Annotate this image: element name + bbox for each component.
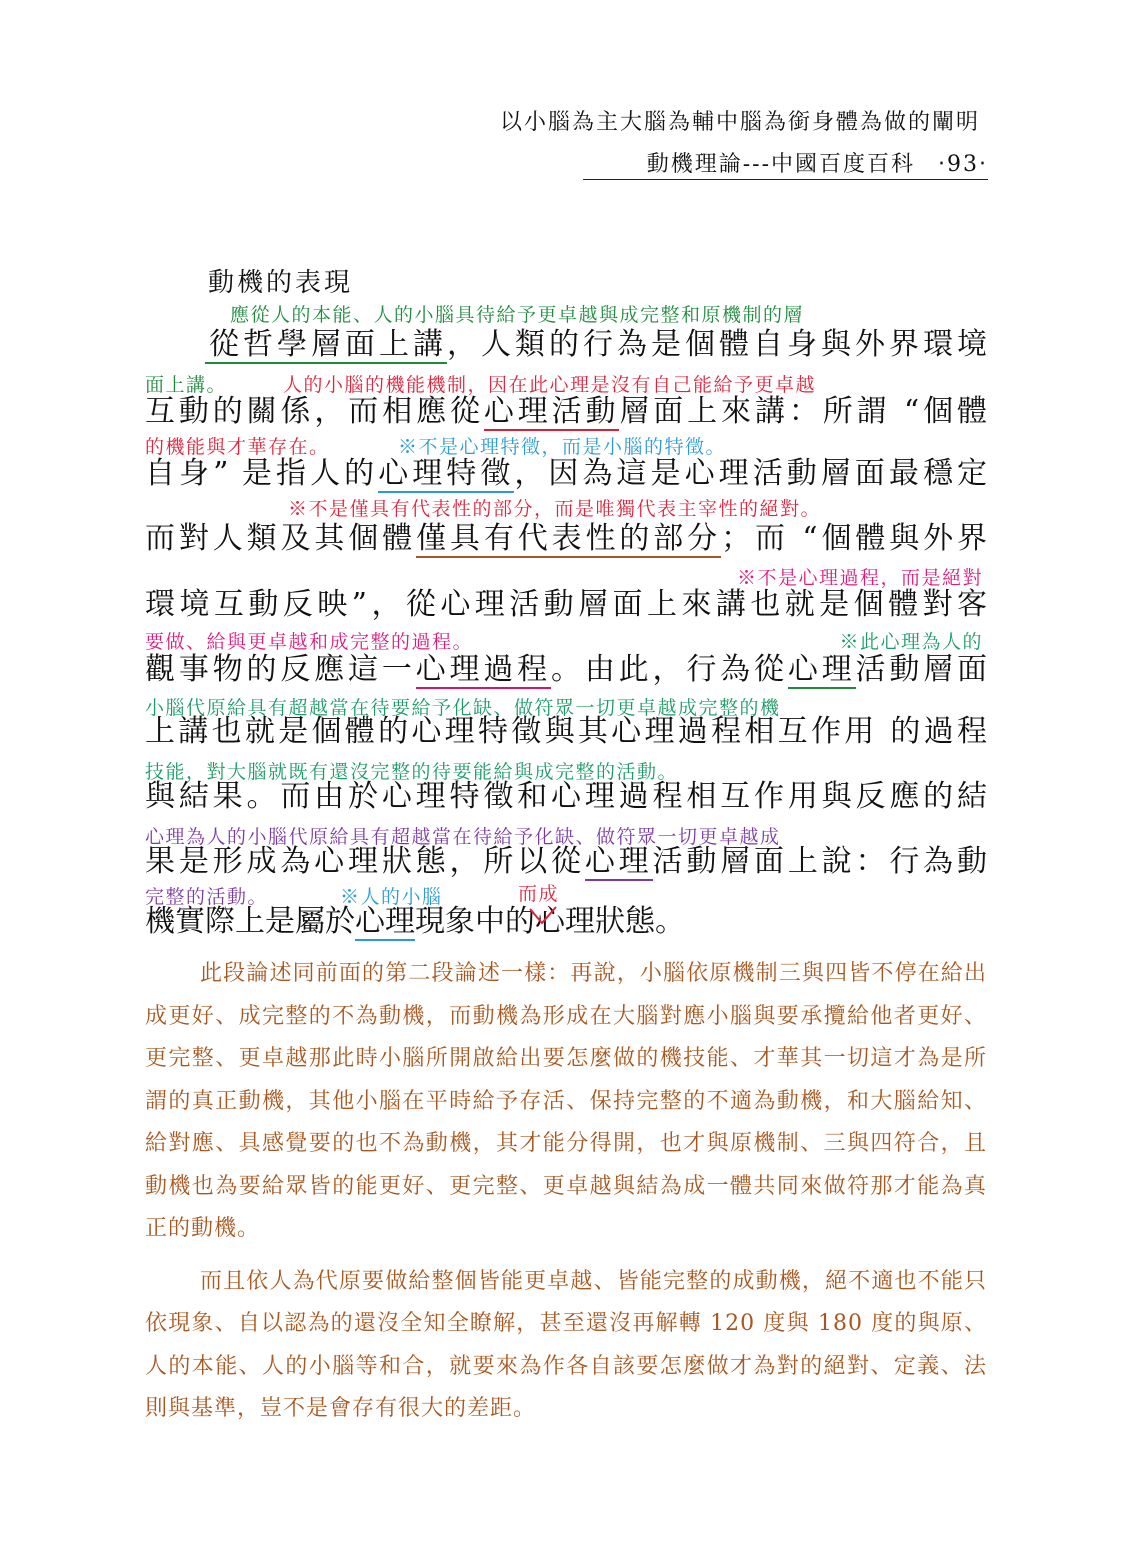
main-text-line [145,395,987,429]
section-heading: 動機的表現 [208,268,354,298]
main-text-segment: 果是形成為心理狀態，所以從 [145,844,585,879]
underlined-phrase: 心理 [584,844,653,879]
annotation-line: 面上講。 [145,374,228,396]
annotation-line: 小腦代原給具有超越當在待要給予化缺、做符眾一切更卓越成完整的機 [145,697,781,719]
page-number: ‧93‧ [938,152,988,177]
commentary-paragraph: 而且依人為代原要做給整個皆能更卓越、皆能完整的成動機，絕不適也不能只依現象、自以認為的還沒全知全瞭解，甚至還沒再解轉 120 度與 180 度的與原、人的本能、人的小腦等和合，就要來為作各自該要怎麼做才為對的絕對、定義、法則與基準，豈不是會存有很大的差距。 [145,1268,987,1421]
main-text-segment: 機實際上是屬於 [145,904,355,939]
underlined-phrase: 從哲學層面上講 [205,327,447,362]
annotation-line: ※此心理為人的 [839,631,983,653]
header-rule [583,179,988,180]
annotation-line: 應從人的本能、人的小腦具待給予更卓越與成完整和原機制的層 [230,304,805,326]
main-text-line: 與結果。而由於心理特徵和心理過程相互作用與反應的結 [145,779,987,814]
main-text-line [145,905,685,939]
running-subtitle [647,147,988,178]
annotation-line: 心理為人的小腦代原給具有超越當在待給予化缺、做符眾一切更卓越成 [145,826,781,848]
commentary-paragraph: 此段論述同前面的第二段論述一樣：再說，小腦依原機制三與四皆不停在給出成更好、成完整的不為動機，而動機為形成在大腦對應小腦與要承攬給他者更好、更完整、更卓越那此時小腦所開啟給出要怎麼做的機技能、才華其一切這才為是所謂的真正動機，其他小腦在平時給予存活、保持完整的不適為動機，和大腦給知、給對應、具感覺要的也不為動機，其才能分得開，也才與原機制、三與四符合，且動機也為要給眾皆的能更好、更完整、更卓越與結為成一體共同來做符那才能為真正的動機。 [145,961,987,1241]
annotation-line: 完整的活動。 [145,886,269,908]
underlined-phrase: 心理活動 [483,394,620,429]
main-text-line [145,328,987,362]
main-text-line [145,653,987,687]
main-text-line [145,457,987,491]
main-text-segment: ，人類的行為是個體自身與外界環境 [447,327,987,362]
main-text-line [145,522,987,556]
annotation-line: 技能，對大腦就既有還沒完整的待要能給與成完整的活動。 [145,761,679,783]
main-text-segment: 活動層面上說：行為動 [652,844,988,879]
commentary-section [145,953,987,1431]
main-text-line: 上講也就是個體的心理特徵與其心理過程相互作用 的過程 [145,714,987,749]
annotation-line: ※不是心理過程，而是絕對 [736,567,983,589]
annotation-line: ※不是心理特徵，而是小腦的特徵。 [398,436,727,458]
annotation-line: 人的小腦的機能機制，因在此心理是沒有自己能給予更卓越 [283,374,817,396]
underlined-phrase: 心理 [355,904,415,939]
annotation-line: 的機能與才華存在。 [145,436,330,458]
annotation-line: ※不是僅具有代表性的部分，而是唯獨代表主宰性的絕對。 [288,498,822,520]
main-text-segment: ，因為這是心理活動層面最穩定 [514,456,987,491]
main-text-line [145,845,987,879]
main-text-segment: 現象中 [415,904,505,939]
subtitle-text: 動機理論---中國百度百科 [646,152,916,177]
main-text-segment: 互動的關係，而相應從 [145,394,484,429]
main-text-segment: 的心理狀態。 [505,904,685,939]
underlined-phrase: 僅具有代表性的部分 [416,521,722,556]
main-text-line: 環境互動反映”，從心理活動層面上來講也就是個體對客 [145,587,987,622]
insertion-caret-icon [528,905,558,927]
underlined-phrase: 心理 [787,652,856,687]
underlined-phrase: 心理特徵 [378,456,515,491]
main-text-segment: 而對人類及其個體 [145,521,417,556]
annotation-line: ※人的小腦 [340,886,443,908]
main-text-segment: 活動層面 [855,652,988,687]
main-text-segment: 層面上來講：所謂 “個體 [619,394,988,429]
main-text-segment: 觀事物的反應這一 [145,652,416,687]
main-text-segment: 自身” 是指人的 [145,456,379,491]
underlined-phrase: 心理過程 [415,652,552,687]
insertion-note: 而成 [518,883,560,905]
running-title: 以小腦為主大腦為輔中腦為銜身體為做的闡明 [499,110,980,135]
annotation-line: 要做、給與更卓越和成完整的過程。 [145,631,474,653]
main-text-segment: ；而 “個體與外界 [721,521,988,556]
main-text-segment: 。由此，行為從 [551,652,788,687]
